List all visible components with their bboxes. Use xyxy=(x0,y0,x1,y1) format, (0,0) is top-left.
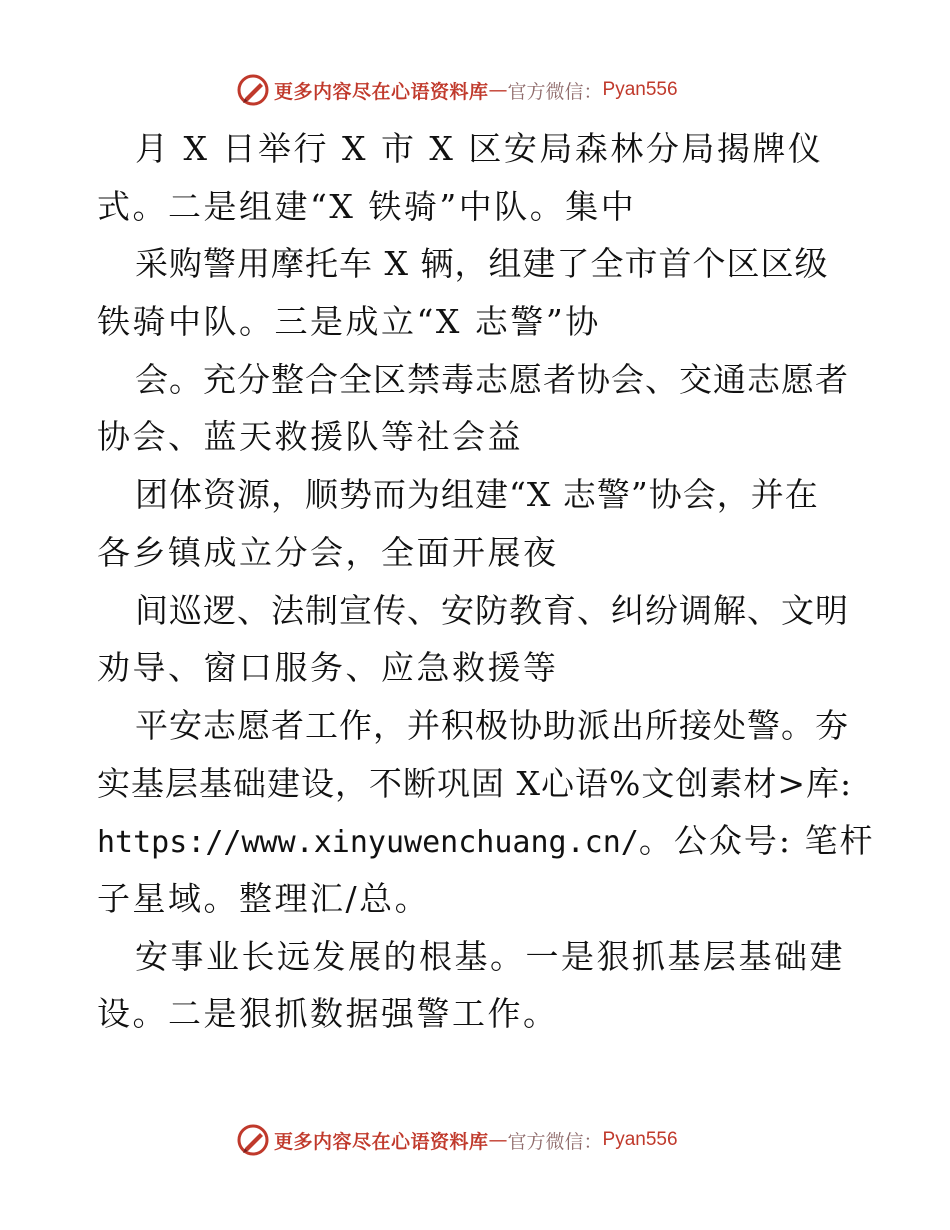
text-line: 团体资源，顺势而为组建“X 志警”协会，并在 xyxy=(135,475,819,515)
banner-account-id: Pyan556 xyxy=(602,1129,678,1150)
banner-account-id: Pyan556 xyxy=(602,79,678,100)
text-line: 月 X 日举行 X 市 X 区安局森林分局揭牌仪 xyxy=(135,129,824,168)
banner-library-text: 更多内容尽在心语资料库 xyxy=(274,1130,489,1153)
text-line: 会。充分整合全区禁毒志愿者协会、交通志愿者 xyxy=(135,359,849,399)
text-line: 平安志愿者工作，并积极协助派出所接处警。夯 xyxy=(135,705,849,745)
text-line: 劝导、窗口服务、应急救援等 xyxy=(97,648,559,688)
text-line: 安事业长远发展的根基。一是狠抓基层基础建 xyxy=(135,936,845,976)
text-line: 采购警用摩托车 X 辆，组建了全市首个区区级 xyxy=(135,244,829,284)
url-line-tail: 。公众号: 笔杆 xyxy=(638,821,875,861)
text-line: 子星域。整理汇/总。 xyxy=(97,878,431,918)
banner-library-text: 更多内容尽在心语资料库 xyxy=(274,80,489,103)
url-line xyxy=(97,812,875,870)
header-watermark-banner xyxy=(236,72,756,108)
banner-dash: — xyxy=(488,79,508,101)
text-line: 铁骑中队。三是成立“X 志警”协 xyxy=(97,302,601,342)
website-link[interactable]: https://www.xinyuwenchuang.cn/ xyxy=(97,825,639,861)
text-line: 协会、蓝天救援队等社会益 xyxy=(97,417,523,457)
text-line: 实基层基础建设，不断巩固 X心语%文创素材>库: xyxy=(97,763,853,803)
text-line: 间巡逻、法制宣传、安防教育、纠纷调解、文明 xyxy=(135,590,849,630)
pen-logo-icon xyxy=(236,1123,270,1157)
banner-dash: — xyxy=(488,1129,508,1151)
pen-logo-icon xyxy=(236,73,270,107)
banner-wechat-label: 官方微信： xyxy=(507,80,603,103)
text-line: 设。二是狠抓数据强警工作。 xyxy=(97,994,559,1034)
text-line: 式。二是组建“X 铁骑”中队。集中 xyxy=(97,186,637,226)
text-line: 各乡镇成立分会，全面开展夜 xyxy=(97,532,559,572)
footer-watermark-banner xyxy=(236,1122,756,1158)
banner-wechat-label: 官方微信： xyxy=(507,1130,603,1153)
document-body xyxy=(97,120,875,1043)
